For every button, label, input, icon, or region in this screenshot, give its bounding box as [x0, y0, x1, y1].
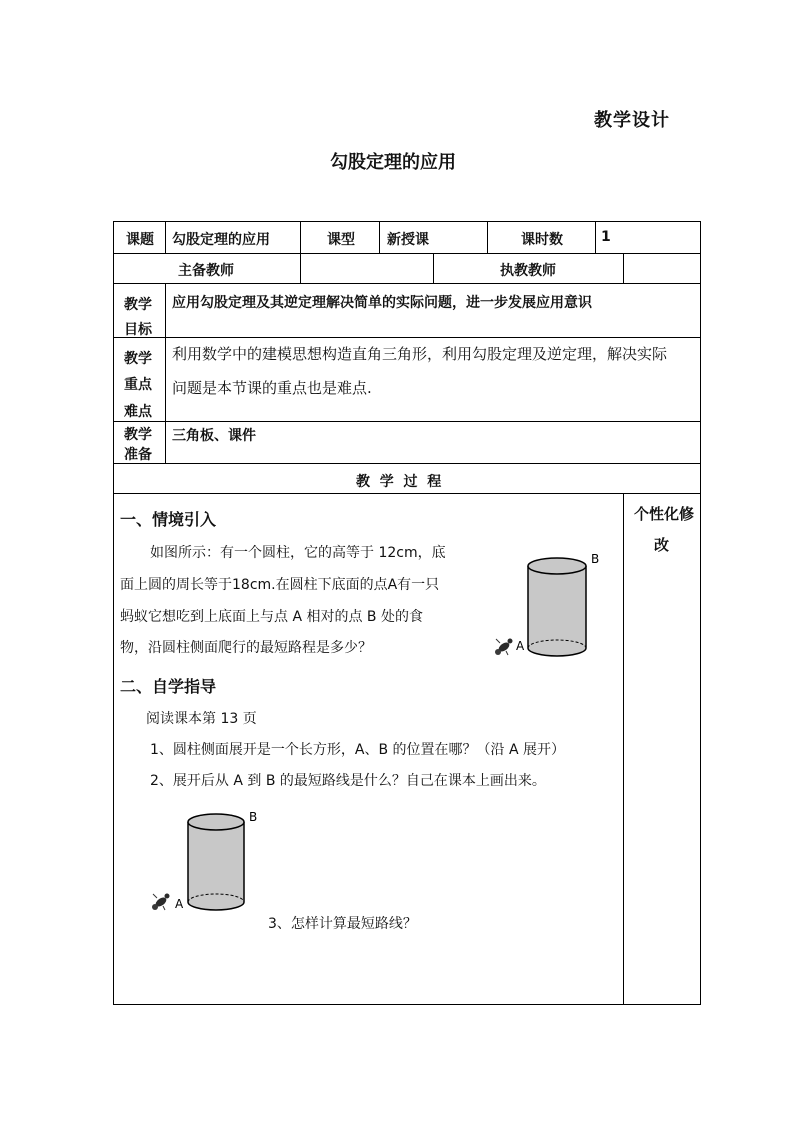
key-label-line3: 难点	[124, 404, 152, 420]
lesson-type-label: 课型	[327, 232, 355, 248]
point-a-label-2: A	[175, 897, 184, 911]
point-b-label: B	[591, 552, 600, 566]
ant-icon-2	[152, 894, 170, 911]
topic-value: 勾股定理的应用	[172, 232, 270, 248]
section1-heading: 一、情境引入	[120, 510, 217, 529]
section2-read: 阅读课本第 13 页	[146, 711, 257, 727]
point-b-label-2: B	[249, 810, 258, 824]
lesson-type-value: 新授课	[387, 232, 429, 248]
section1-line4: 物，沿圆柱侧面爬行的最短路程是多少？	[120, 640, 372, 656]
side-column-title-line2: 改	[654, 536, 670, 554]
prep-label-line2: 准备	[124, 447, 152, 463]
cylinder-figure-1	[490, 545, 610, 665]
key-points-line1: 利用数学中的建模思想构造直角三角形，利用勾股定理及逆定理，解决实际	[172, 345, 668, 363]
section1-line3: 蚂蚁它想吃到上底面上与点 A 相对的点 B 处的食	[120, 609, 423, 625]
goal-text: 应用勾股定理及其逆定理解决简单的实际问题，进一步发展应用意识	[172, 295, 592, 311]
lead-teacher-label: 主备教师	[178, 263, 234, 279]
class-hours-value: 1	[601, 229, 611, 245]
key-label-line2: 重点	[124, 377, 152, 393]
class-hours-label: 课时数	[521, 232, 563, 248]
goal-label-line2: 目标	[124, 322, 152, 338]
section2-q3: 3、怎样计算最短路线？	[268, 916, 417, 932]
key-label-line1: 教学	[124, 351, 152, 367]
prep-text: 三角板、课件	[172, 428, 256, 444]
section1-line1: 如图所示：有一个圆柱，它的高等于 12cm，底	[150, 545, 446, 561]
exec-teacher-label: 执教教师	[500, 263, 556, 279]
section2-heading: 二、自学指导	[120, 677, 217, 696]
section2-q2: 2、展开后从 A 到 B 的最短路线是什么？自己在课本上画出来。	[150, 773, 546, 789]
topic-label: 课题	[126, 232, 154, 248]
goal-label-line1: 教学	[124, 297, 152, 313]
page-title: 勾股定理的应用	[330, 152, 456, 173]
cylinder-figure-2	[145, 802, 270, 922]
point-a-label: A	[516, 639, 525, 653]
key-points-line2: 问题是本节课的重点也是难点.	[172, 379, 372, 397]
ant-icon	[495, 639, 513, 656]
doc-type-label: 教学设计	[594, 110, 670, 131]
section2-q1: 1、圆柱侧面展开是一个长方形，A、B 的位置在哪？（沿 A 展开）	[150, 742, 566, 758]
side-column-title-line1: 个性化修	[634, 505, 695, 523]
process-header: 教 学 过 程	[356, 474, 442, 490]
section1-line2: 面上圆的周长等于18cm.在圆柱下底面的点A有一只	[120, 577, 440, 593]
prep-label-line1: 教学	[124, 427, 152, 443]
cylinder-body	[528, 566, 586, 648]
